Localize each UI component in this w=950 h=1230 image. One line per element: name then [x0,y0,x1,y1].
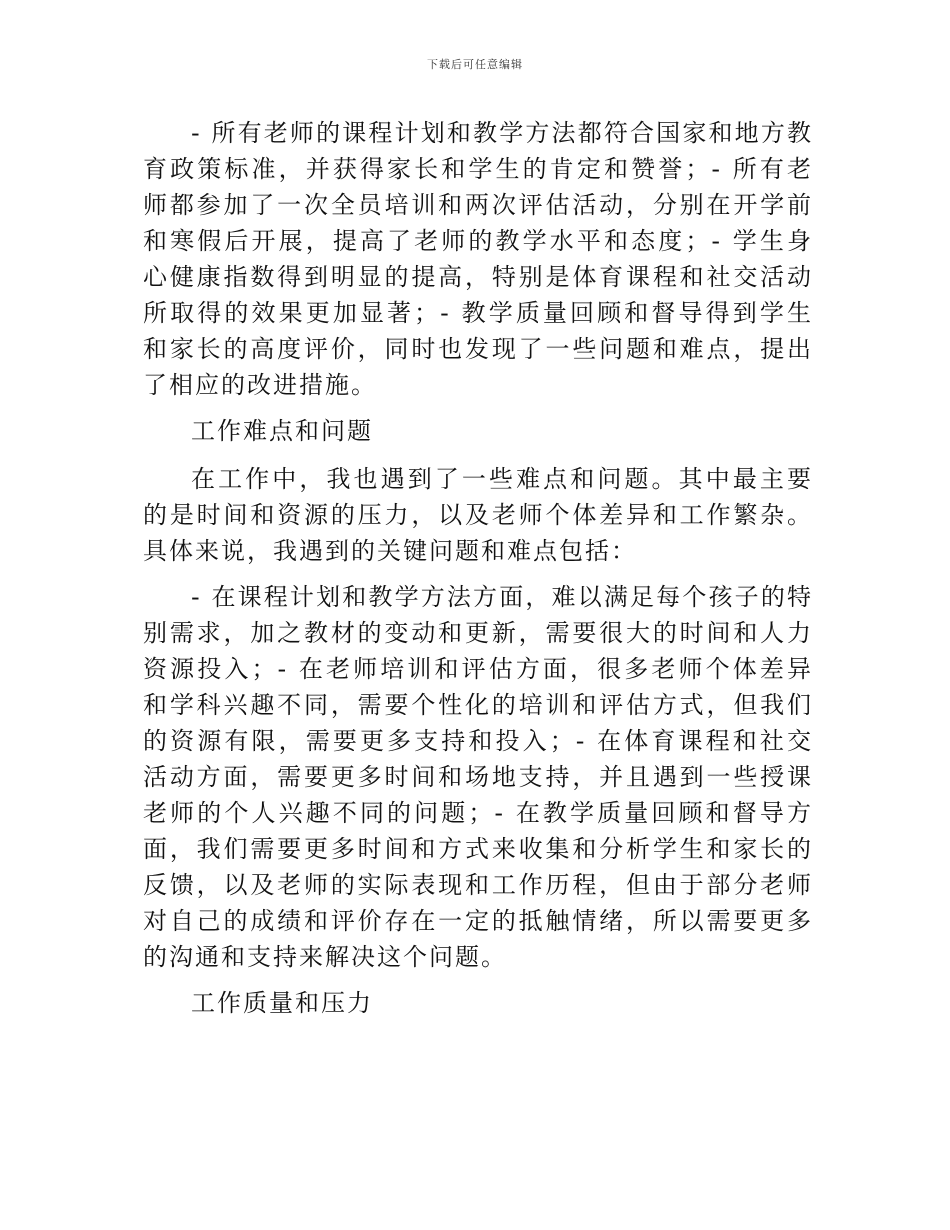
quality-heading: 工作质量和压力 [191,989,373,1017]
difficulties-list-paragraph: - 在课程计划和教学方法方面，难以满足每个孩子的特别需求，加之教材的变动和更新，需要很大的时间和人力资源投入；- 在老师培训和评估方面，很多老师个体差异和学科兴趣不同，需要个性化的培训和评估方式，但我们的资源有限，需要更多支持和投入；- 在体育课程和社交活动方面，需要更多时间和场地支持，并且遇到一些授课老师的个人兴趣不同的问题；- 在教学质量回顾和督导方面，我们需要更多时间和方式来收集和分析学生和家长的反馈，以及老师的实际表现和工作历程，但由于部分老师对自己的成绩和评价存在一定的抵触情绪，所以需要更多的沟通和支持来解决这个问题。 [143,583,813,971]
achievements-paragraph: - 所有老师的课程计划和教学方法都符合国家和地方教育政策标准，并获得家长和学生的肯定和赞誉；- 所有老师都参加了一次全员培训和两次评估活动，分别在开学前和寒假后开展，提高了老师的教学水平和态度；- 学生身心健康指数得到明显的提高，特别是体育课程和社交活动所取得的效果更加显著；- 教学质量回顾和督导得到学生和家长的高度评价，同时也发现了一些问题和难点，提出了相应的改进措施。 [143,119,813,399]
difficulties-heading: 工作难点和问题 [191,417,373,445]
document-body [143,115,813,1033]
page-header-note: 下载后可任意编辑 [427,58,523,71]
difficulties-intro-paragraph: 在工作中，我也遇到了一些难点和问题。其中最主要的是时间和资源的压力，以及老师个体差异和工作繁杂。具体来说，我遇到的关键问题和难点包括： [143,465,813,565]
